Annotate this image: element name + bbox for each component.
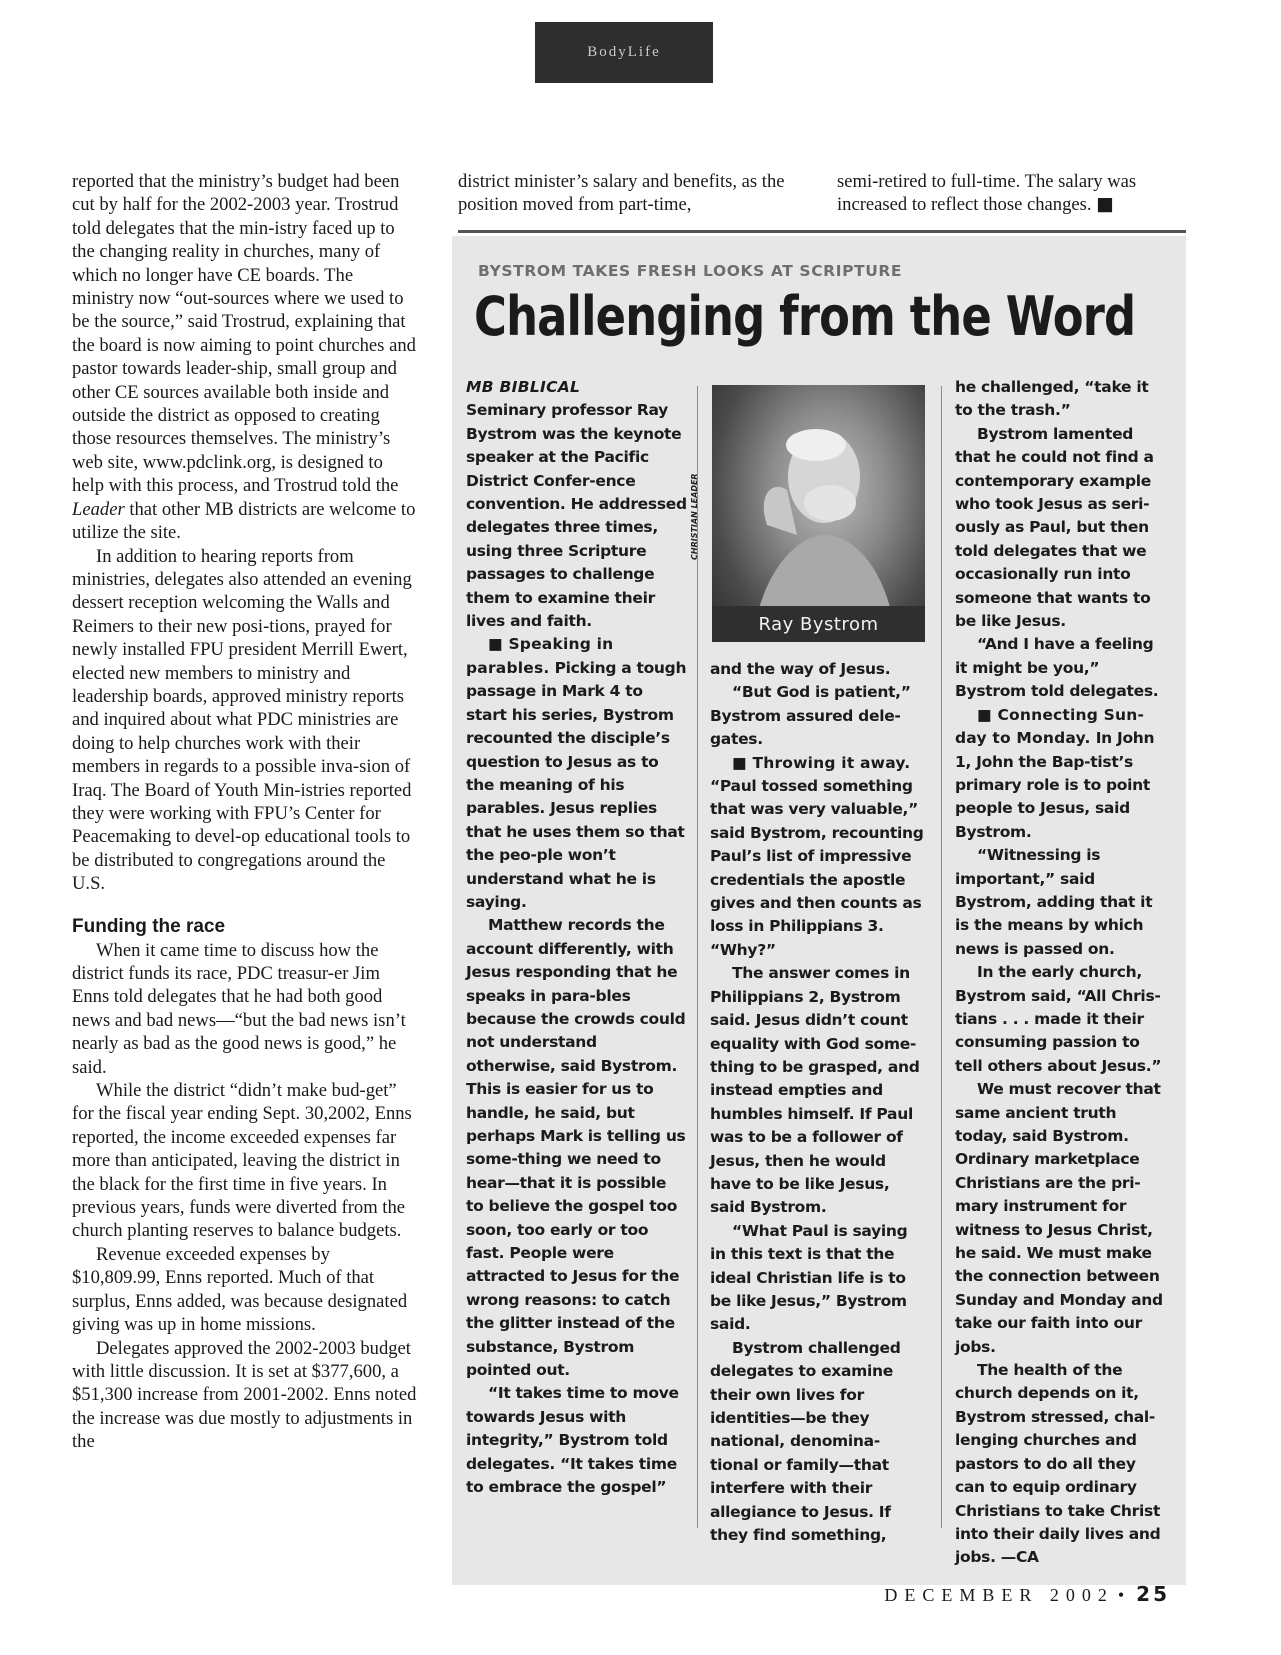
sidebar-paragraph: and the way of Jesus. (710, 660, 891, 678)
article-left-column (72, 170, 417, 1454)
article-continuation-right (837, 170, 1197, 217)
article-paragraph: In addition to hearing reports from ministries, delegates also attended an evening dessert reception welcoming the Walls and Reimers to their new posi-tions, prayed for newly installed FPU president Merrill Ewert, elected new members to ministry and leadership boards, approved ministry reports and inquired about what PDC ministries are doing to help churches work with their members in regards to a possible inva-sion of Iraq. The Board of Youth Min-istries reported they were working with FPU’s Center for Peacemaking to devel-op educational tools to be distributed to congregations around the U.S. (72, 545, 412, 895)
article-text: semi-retired to full-time. The salary was increased to reflect those changes. (837, 171, 1137, 216)
sidebar-paragraph: he challenged, “take it to the trash.” (955, 378, 1149, 420)
sidebar-paragraph: The health of the church depends on it, Bystrom stressed, chal-lenging churches and pastors to do all they can to equip ordinary Christians to take Christ into their daily lives and jobs. —CA (955, 1361, 1161, 1567)
end-mark-icon: ■ (1096, 194, 1114, 216)
divider-rule (458, 230, 1186, 233)
sidebar-column-1 (466, 376, 688, 1500)
section-heading: Funding the race (72, 915, 226, 937)
article-continuation-middle (458, 170, 808, 217)
page-footer (800, 1582, 1170, 1606)
sidebar-paragraph: “It takes time to move towards Jesus with integrity,” Bystrom told delegates. “It takes time to embrace the gospel” (466, 1384, 679, 1497)
photo-caption: Ray Bystrom (712, 606, 925, 642)
article-paragraph: Revenue exceeded expenses by $10,809.99, Enns reported. Much of that surplus, Enns added, was because designated giving was up in home missions. (72, 1243, 408, 1336)
article-paragraph: district minister’s salary and benefits, as the position moved from part-time, (458, 171, 785, 216)
article-text: that other MB districts are welcome to utilize the site. (72, 498, 416, 544)
sidebar-paragraph (710, 752, 924, 963)
article-paragraph (72, 170, 417, 545)
sidebar-paragraph: Seminary professor Ray Bystrom was the keynote speaker at the Pacific District Confer-ence convention. He addressed delegates three times, using three Scripture passages to challenge them to examine their lives and faith. (466, 401, 687, 631)
sidebar-paragraph: “And I have a feeling it might be you,” Bystrom told delegates. (955, 635, 1159, 701)
article-text: reported that the ministry’s budget had been cut by half for the 2002-2003 year. Trostrud told delegates that the min-istry faced up to the changing reality in churches, many of which no longer have CE boards. The ministry now “out-sources where we used to be the source,” said Trostrud, explaining that the board is now aiming to point churches and pastor towards leader-ship, small group and other CE sources available both inside and outside the district as opposed to creating those resources themselves. The ministry’s web site, www.pdclink.org, is designed to help with this process, and Trostrud told the (72, 171, 416, 497)
bullet-separator: • (1117, 1585, 1125, 1605)
sidebar-paragraph (955, 704, 1167, 844)
publication-name: Leader (72, 498, 125, 520)
sidebar-kicker: BYSTROM TAKES FRESH LOOKS AT SCRIPTURE (478, 262, 903, 280)
sidebar-paragraph: We must recover that same ancient truth today, said Bystrom. Ordinary marketplace Christians are the pri-mary instrument for witness to Jesus Christ, he said. We must make the connection between Sunday and Monday and take our faith into our jobs. (955, 1080, 1163, 1356)
lead-in: MB BIBLICAL (466, 378, 581, 396)
article-paragraph: While the district “didn’t make bud-get” for the fiscal year ending Sept. 30,2002, Enns reported, the income exceeded expenses far more than anticipated, leaving the district in the black for the first time in five years. In previous years, funds were diverted from the church planting reserves to balance budgets. (72, 1080, 412, 1242)
issue-date: DECEMBER 2002 (884, 1585, 1114, 1605)
sidebar-paragraph: Matthew records the account differently, with Jesus responding that he speaks in para-bles because the crowds could not understand otherwise, said Bystrom. This is easier for us to handle, he said, but perhaps Mark is telling us some-thing we need to hear—that it is possible to believe the gospel too soon, too early or too fast. People were attracted to Jesus for the wrong reasons: to catch the glitter instead of the substance, Bystrom pointed out. (466, 916, 686, 1380)
section-label: BodyLife (587, 44, 661, 60)
article-paragraph: When it came time to discuss how the district funds its race, PDC treasur-er Jim Enns told delegates that he had both good news and bad news—“but the bad news isn’t nearly as bad as the good news is good,” he said. (72, 939, 406, 1078)
page-number: 25 (1136, 1582, 1170, 1606)
portrait-photo (712, 385, 925, 642)
sidebar-headline: Challenging from the Word (474, 285, 1136, 348)
sidebar-paragraph: The answer comes in Philippians 2, Bystrom said. Jesus didn’t count equality with God some-thing to be grasped, and instead empties and humbles himself. If Paul was to be a follower of Jesus, then he would have to be like Jesus, said Bystrom. (710, 964, 920, 1217)
sidebar-paragraph: Bystrom challenged delegates to examine their own lives for identities—be they national, denomina-tional or family—that interfere with their allegiance to Jesus. If they find something, (710, 1338, 901, 1545)
sidebar-paragraph: Bystrom lamented that he could not find a contemporary example who took Jesus as seri-ously as Paul, but then told delegates that we occasionally run into someone that wants to be like Jesus. (955, 424, 1154, 631)
sidebar-text: Picking a tough passage in Mark 4 to start his series, Bystrom recounted the disciple’s question to Jesus as to the meaning of his parables. Jesus replies that he uses them so that the peo-ple won’t understand what he is saying. (466, 658, 687, 911)
sidebar-paragraph: “Witnessing is important,” said Bystrom, adding that it is the means by which news is passed on. (955, 846, 1153, 958)
sidebar-text: “Paul tossed something that was very valuable,” said Bystrom, recounting Paul’s list of impressive credentials the apostle gives and then counts as loss in Philippians 3. “Why?” (710, 777, 924, 959)
subheading: ■ Throwing it away. (732, 753, 911, 772)
subheading: ■ Speaking in parables. (466, 635, 614, 677)
section-header-tab (535, 22, 713, 83)
sidebar-paragraph: “But God is patient,” Bystrom assured dele-gates. (710, 683, 911, 749)
portrait-illustration (712, 385, 925, 642)
sidebar-column-2 (710, 658, 924, 1547)
sidebar-paragraph (466, 633, 688, 914)
sidebar-column-3 (955, 376, 1167, 1570)
column-divider (941, 386, 942, 1528)
subheading: ■ Connecting Sun-day to Monday. (955, 705, 1145, 748)
sidebar-paragraph (466, 376, 688, 399)
photo-credit: CHRISTIAN LEADER (690, 473, 699, 560)
sidebar-paragraph: “What Paul is saying in this text is that the ideal Christian life is to be like Jesus,” Bystrom said. (710, 1221, 908, 1334)
sidebar-text: In John 1, John the Bap-tist’s primary role is to point people to Jesus, said Bystrom. (955, 729, 1155, 841)
article-paragraph (837, 170, 1197, 217)
article-paragraph: Delegates approved the 2002-2003 budget with little discussion. It is set at $377,600, a $51,300 increase from 2001-2002. Enns noted the increase was due mostly to adjustments in the (72, 1337, 417, 1453)
sidebar-paragraph: In the early church, Bystrom said, “All Chris-tians . . . made it their consuming passion to tell others about Jesus.” (955, 963, 1162, 1075)
